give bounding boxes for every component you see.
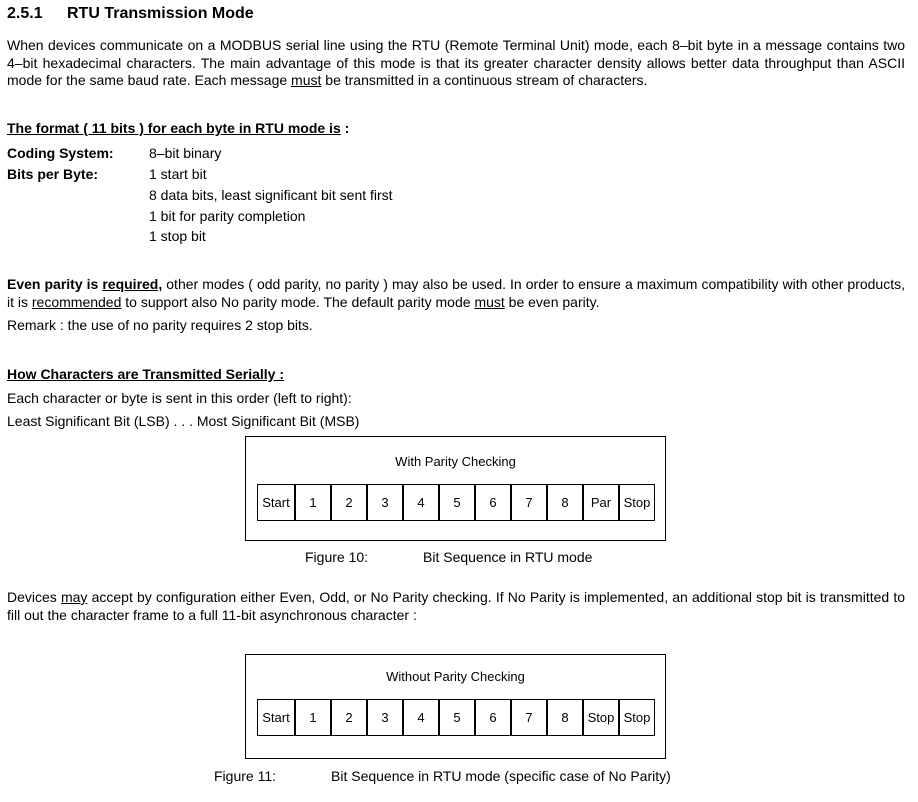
- bit-cell: 4: [402, 484, 439, 521]
- figure11-caption: Bit Sequence in RTU mode (specific case of No Parity): [331, 768, 671, 784]
- bit-cell: 8: [546, 484, 583, 521]
- figure10-box: [245, 436, 666, 541]
- bit-cell: 2: [330, 484, 367, 521]
- emphasis-recommended: recommended: [31, 293, 122, 310]
- bits-per-byte-label: Bits per Byte:: [7, 166, 99, 182]
- figure11-label: Figure 11:: [214, 768, 276, 784]
- serial-heading: How Characters are Transmitted Serially :: [7, 366, 284, 382]
- parity-paragraph: Even parity is required, other modes ( odd parity, no parity ) may also be used. In order to ensure a maximum compatibility with other products, it is recommended to support also No parity mode. The default parity mode must be even parity.: [7, 276, 905, 310]
- bit-cell: 3: [366, 484, 403, 521]
- bit-cell: 4: [402, 699, 439, 736]
- intro-paragraph: When devices communicate on a MODBUS serial line using the RTU (Remote Terminal Unit) mode, each 8–bit byte in a message contains two 4–bit hexadecimal characters. The main advantage of this mode is that its greater character density allows better data throughput than ASCII mode for the same baud rate. Each message must be transmitted in a continuous stream of characters.: [7, 37, 905, 88]
- section-number: 2.5.1: [7, 5, 43, 22]
- bit-cell: 1: [294, 484, 331, 521]
- bit-cell: 5: [438, 699, 475, 736]
- bit-cell: 1: [294, 699, 331, 736]
- bit-cell: 7: [510, 484, 547, 521]
- figure10-bit-row: [257, 484, 654, 521]
- figure10-caption: Bit Sequence in RTU mode: [423, 549, 593, 565]
- serial-line-2: Least Significant Bit (LSB) . . . Most Significant Bit (MSB): [7, 413, 360, 429]
- bit-cell-start: Start: [257, 484, 295, 521]
- remark: Remark : the use of no parity requires 2 stop bits.: [7, 317, 313, 333]
- emphasis-must: must: [474, 293, 505, 310]
- figure11-bit-row: [257, 699, 654, 736]
- devices-paragraph: Devices may accept by configuration either Even, Odd, or No Parity checking. If No Parity is implemented, an additional stop bit is transmitted to fill out the character frame to a full 11-bit asynchronous character :: [7, 589, 906, 623]
- bit-cell-stop: Stop: [618, 699, 655, 736]
- serial-line-1: Each character or byte is sent in this order (left to right):: [7, 390, 352, 406]
- figure11-box: [245, 654, 666, 759]
- bit-cell: 6: [474, 699, 511, 736]
- bit-cell: 3: [366, 699, 403, 736]
- figure10-box-title: With Parity Checking: [395, 454, 516, 469]
- figure10-label: Figure 10:: [305, 549, 369, 565]
- emphasis-required: required,: [102, 276, 163, 292]
- bit-cell: 7: [510, 699, 547, 736]
- figure11-box-title: Without Parity Checking: [386, 669, 525, 684]
- bit-cell-start: Start: [257, 699, 295, 736]
- emphasis-may: may: [60, 589, 88, 605]
- bit-cell-stop: Stop: [618, 484, 655, 521]
- coding-system-label: Coding System:: [7, 145, 114, 161]
- bits-item: 1 stop bit: [149, 228, 206, 244]
- bits-item: 1 bit for parity completion: [149, 208, 306, 224]
- bit-cell-stop: Stop: [582, 699, 619, 736]
- section-title: RTU Transmission Mode: [67, 5, 254, 22]
- bit-cell: 5: [438, 484, 475, 521]
- emphasis-must: must: [291, 72, 322, 88]
- bit-cell-parity: Par: [582, 484, 619, 521]
- bit-cell: 8: [546, 699, 583, 736]
- bits-item: 1 start bit: [149, 166, 207, 182]
- bit-cell: 2: [330, 699, 367, 736]
- format-heading: The format ( 11 bits ) for each byte in RTU mode is :: [7, 120, 350, 136]
- coding-system-value: 8–bit binary: [149, 145, 222, 161]
- bits-item: 8 data bits, least significant bit sent first: [149, 187, 393, 203]
- bit-cell: 6: [474, 484, 511, 521]
